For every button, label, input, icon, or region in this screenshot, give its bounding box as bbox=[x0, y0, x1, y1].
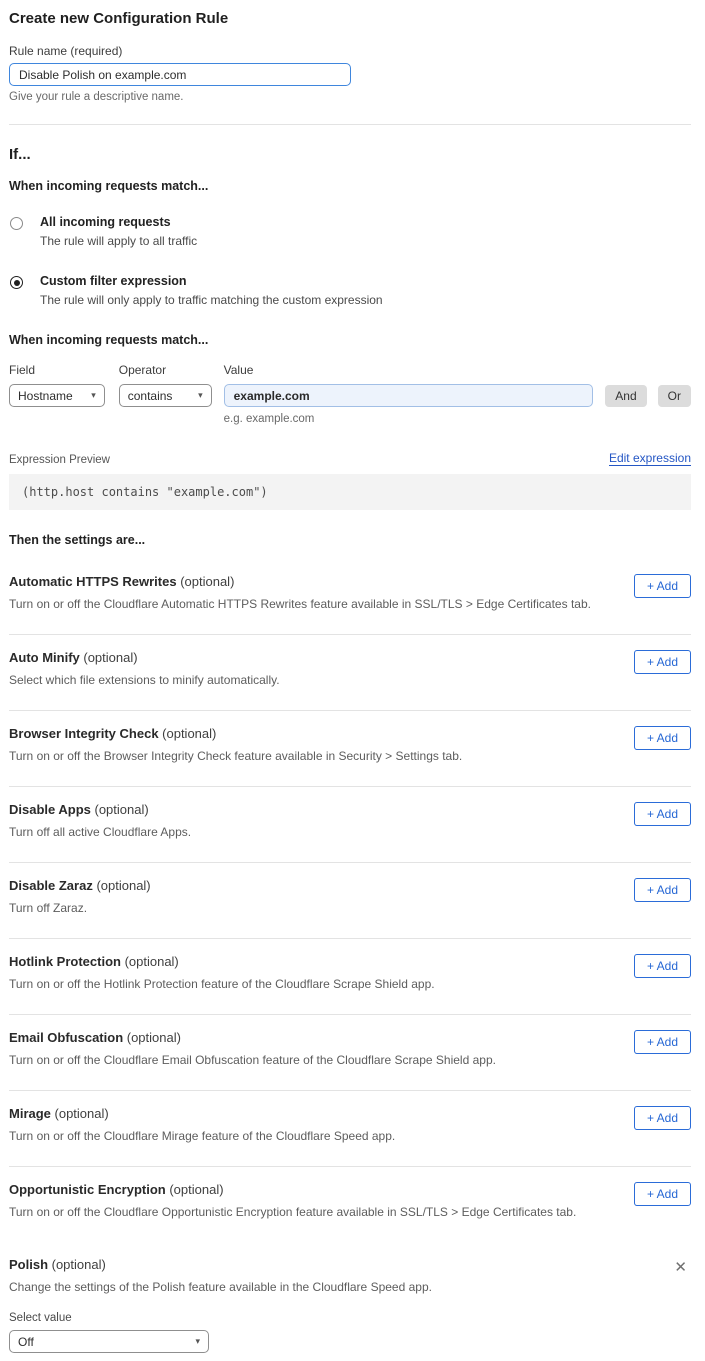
rule-name-label: Rule name (required) bbox=[9, 44, 123, 58]
section-divider bbox=[9, 124, 691, 125]
setting-name: Opportunistic Encryption bbox=[9, 1182, 166, 1197]
setting-title bbox=[9, 1030, 496, 1045]
setting-title bbox=[9, 574, 591, 589]
setting-optional-label: (optional) bbox=[92, 878, 151, 893]
radio-option-all-incoming[interactable] bbox=[9, 215, 691, 248]
setting-title bbox=[9, 1106, 395, 1121]
add-setting-button[interactable]: + Add bbox=[634, 650, 691, 674]
expression-preview-label: Expression Preview bbox=[9, 454, 110, 466]
and-button[interactable]: And bbox=[605, 385, 646, 407]
radio-label: Custom filter expression bbox=[40, 274, 187, 288]
operator-select[interactable] bbox=[119, 384, 212, 407]
operator-select-value: contains bbox=[127, 388, 173, 403]
setting-title bbox=[9, 1257, 106, 1272]
value-input[interactable] bbox=[224, 384, 594, 407]
setting-title bbox=[9, 650, 280, 665]
select-value-label: Select value bbox=[9, 1312, 72, 1324]
setting-row bbox=[9, 787, 691, 863]
then-settings-heading: Then the settings are... bbox=[9, 533, 146, 547]
setting-description: Change the settings of the Polish feature available in the Cloudflare Speed app. bbox=[9, 1280, 432, 1294]
setting-row bbox=[9, 1091, 691, 1167]
setting-row bbox=[9, 711, 691, 787]
expression-preview-code: (http.host contains "example.com") bbox=[9, 474, 691, 510]
if-heading: If... bbox=[9, 146, 31, 163]
expression-builder-heading: When incoming requests match... bbox=[9, 333, 209, 347]
expression-preview-header bbox=[9, 451, 691, 466]
setting-description: Select which file extensions to minify automatically. bbox=[9, 673, 280, 687]
add-setting-button[interactable]: + Add bbox=[634, 574, 691, 598]
setting-name: Disable Zaraz bbox=[9, 878, 93, 893]
setting-description: Turn off all active Cloudflare Apps. bbox=[9, 825, 192, 839]
value-label: Value bbox=[223, 363, 254, 377]
setting-description: Turn on or off the Cloudflare Mirage feature of the Cloudflare Speed app. bbox=[9, 1129, 396, 1143]
radio-option-custom-filter[interactable] bbox=[9, 274, 691, 307]
setting-optional-label: (optional) bbox=[48, 1257, 106, 1272]
polish-value-select[interactable] bbox=[9, 1330, 209, 1353]
setting-title bbox=[9, 726, 462, 741]
setting-optional-label: (optional) bbox=[79, 650, 138, 665]
chevron-down-icon: ▾ bbox=[195, 1336, 200, 1346]
setting-name: Polish bbox=[9, 1257, 49, 1272]
setting-row bbox=[9, 939, 691, 1015]
add-setting-button[interactable]: + Add bbox=[634, 1182, 691, 1206]
setting-optional-label: (optional) bbox=[165, 1182, 224, 1197]
setting-title bbox=[9, 802, 191, 817]
radio-label: All incoming requests bbox=[40, 215, 171, 229]
setting-title bbox=[9, 954, 435, 969]
settings-list bbox=[9, 559, 691, 1242]
setting-row bbox=[9, 1167, 691, 1242]
setting-name: Browser Integrity Check bbox=[9, 726, 159, 741]
setting-title bbox=[9, 1182, 576, 1197]
add-setting-button[interactable]: + Add bbox=[634, 1030, 691, 1054]
setting-optional-label: (optional) bbox=[176, 574, 235, 589]
setting-title bbox=[9, 878, 151, 893]
setting-name: Mirage bbox=[9, 1106, 51, 1121]
setting-optional-label: (optional) bbox=[90, 802, 149, 817]
close-icon[interactable]: ✕ bbox=[674, 1259, 687, 1276]
setting-description: Turn on or off the Cloudflare Opportunistic Encryption feature available in SSL/TLS > Edge Certificates tab. bbox=[9, 1205, 577, 1219]
rule-name-input[interactable] bbox=[9, 63, 351, 86]
expression-builder-row bbox=[9, 363, 691, 425]
radio-description: The rule will only apply to traffic matching the custom expression bbox=[40, 293, 383, 307]
add-setting-button[interactable]: + Add bbox=[634, 726, 691, 750]
setting-row bbox=[9, 1015, 691, 1091]
field-select-value: Hostname bbox=[18, 388, 73, 403]
radio-description: The rule will apply to all traffic bbox=[40, 234, 198, 248]
setting-row-polish bbox=[9, 1242, 691, 1353]
rule-name-helper: Give your rule a descriptive name. bbox=[9, 91, 184, 103]
setting-description: Turn on or off the Cloudflare Automatic HTTPS Rewrites feature available in SSL/TLS > Edge Certificates tab. bbox=[9, 597, 591, 611]
setting-optional-label: (optional) bbox=[158, 726, 217, 741]
field-select[interactable] bbox=[9, 384, 105, 407]
setting-row bbox=[9, 863, 691, 939]
setting-name: Automatic HTTPS Rewrites bbox=[9, 574, 177, 589]
operator-label: Operator bbox=[118, 363, 167, 377]
page-title: Create new Configuration Rule bbox=[9, 10, 229, 27]
setting-description: Turn on or off the Browser Integrity Check feature available in Security > Settings tab. bbox=[9, 749, 463, 763]
setting-name: Disable Apps bbox=[9, 802, 91, 817]
or-button[interactable]: Or bbox=[658, 385, 691, 407]
add-setting-button[interactable]: + Add bbox=[634, 878, 691, 902]
setting-name: Auto Minify bbox=[9, 650, 80, 665]
setting-description: Turn on or off the Cloudflare Email Obfuscation feature of the Cloudflare Scrape Shield app. bbox=[9, 1053, 496, 1067]
setting-name: Email Obfuscation bbox=[9, 1030, 124, 1045]
setting-optional-label: (optional) bbox=[50, 1106, 109, 1121]
add-setting-button[interactable]: + Add bbox=[634, 954, 691, 978]
setting-row bbox=[9, 635, 691, 711]
chevron-down-icon: ▾ bbox=[91, 390, 96, 400]
chevron-down-icon: ▾ bbox=[198, 390, 203, 400]
setting-name: Hotlink Protection bbox=[9, 954, 121, 969]
edit-expression-link[interactable]: Edit expression bbox=[608, 451, 691, 465]
setting-description: Turn off Zaraz. bbox=[9, 901, 88, 915]
polish-select-value: Off bbox=[18, 1334, 34, 1349]
add-setting-button[interactable]: + Add bbox=[634, 1106, 691, 1130]
value-helper: e.g. example.com bbox=[223, 413, 315, 425]
setting-optional-label: (optional) bbox=[120, 954, 179, 969]
setting-description: Turn on or off the Hotlink Protection feature of the Cloudflare Scrape Shield app. bbox=[9, 977, 435, 991]
radio-button-unselected[interactable] bbox=[10, 217, 23, 230]
incoming-requests-match-heading: When incoming requests match... bbox=[9, 179, 209, 193]
field-label: Field bbox=[9, 363, 36, 377]
setting-row bbox=[9, 559, 691, 635]
setting-optional-label: (optional) bbox=[123, 1030, 181, 1045]
add-setting-button[interactable]: + Add bbox=[634, 802, 691, 826]
radio-button-selected[interactable] bbox=[10, 276, 23, 289]
